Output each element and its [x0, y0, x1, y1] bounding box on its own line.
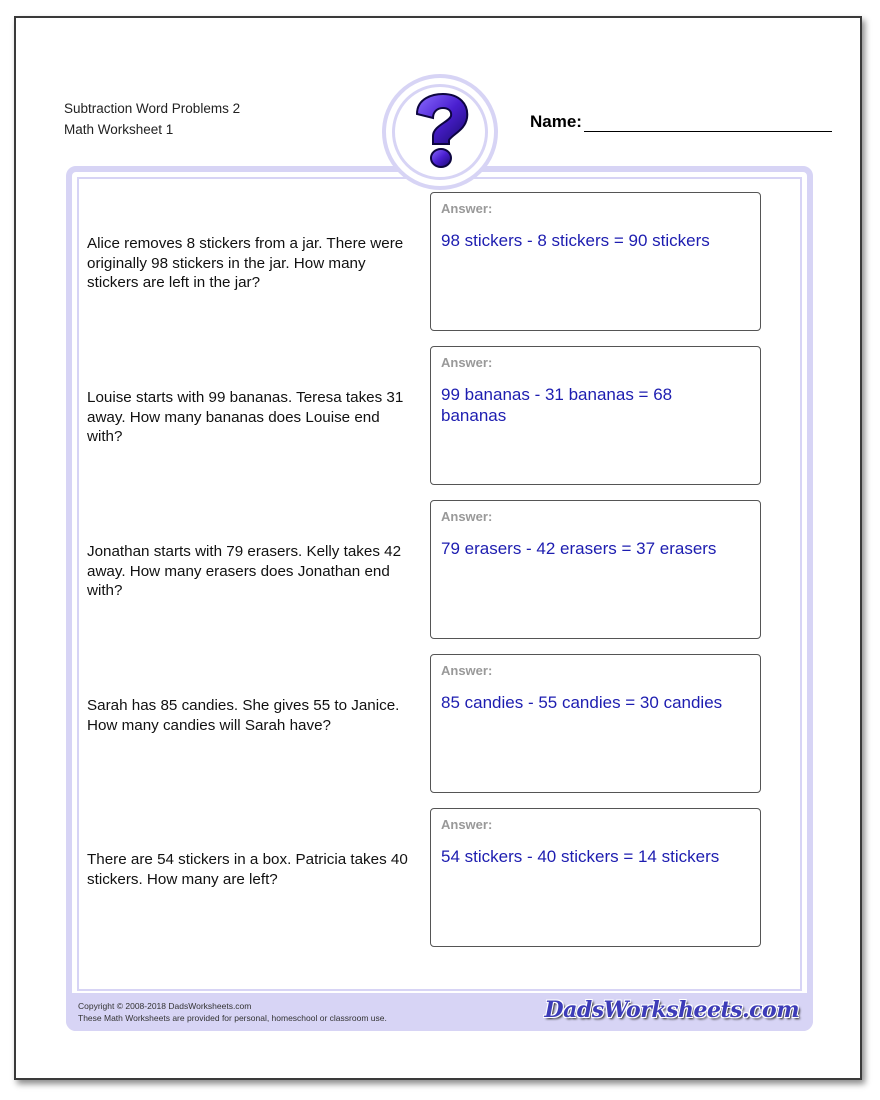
problem-5-text: There are 54 stickers in a box. Patricia takes 40 stickers. How many are left?	[87, 851, 408, 888]
worksheet-title	[64, 98, 240, 140]
answer-box-3[interactable]	[430, 500, 761, 639]
answer-label: Answer:	[441, 817, 493, 832]
problem-4-text: Sarah has 85 candies. She gives 55 to Janice. How many candies will Sarah have?	[87, 697, 400, 734]
answer-text-5: 54 stickers - 40 stickers = 14 stickers	[441, 847, 720, 866]
usage-notice: These Math Worksheets are provided for personal, homeschool or classroom use.	[78, 1013, 387, 1023]
answer-label: Answer:	[441, 201, 493, 216]
answer-box-1[interactable]	[430, 192, 761, 331]
problem-1-text: Alice removes 8 stickers from a jar. There were originally 98 stickers in the jar. How many stickers are left in the jar?	[87, 235, 404, 291]
answer-text-4: 85 candies - 55 candies = 30 candies	[441, 693, 723, 712]
dadsworksheets-logo[interactable]: DadsWorksheets.com	[544, 997, 799, 1023]
copyright-line: Copyright © 2008-2018 DadsWorksheets.com	[78, 1001, 252, 1011]
answer-label: Answer:	[441, 663, 493, 678]
answer-box-4[interactable]	[430, 654, 761, 793]
problem-2-text: Louise starts with 99 bananas. Teresa takes 31 away. How many bananas does Louise end with?	[87, 389, 404, 445]
footer-bar	[66, 993, 813, 1031]
question-badge	[382, 74, 498, 190]
answer-label: Answer:	[441, 355, 493, 370]
answer-text-2: 99 bananas - 31 bananas = 68 bananas	[441, 385, 673, 425]
worksheet-page	[14, 16, 862, 1080]
title-line-2: Math Worksheet 1	[64, 122, 174, 137]
name-line	[584, 113, 832, 132]
problem-3-text: Jonathan starts with 79 erasers. Kelly takes 42 away. How many erasers does Jonathan end with?	[87, 543, 402, 599]
answer-box-2[interactable]	[430, 346, 761, 485]
question-mark-icon	[405, 92, 475, 172]
answer-text-3: 79 erasers - 42 erasers = 37 erasers	[441, 539, 717, 558]
copyright-text	[78, 1000, 387, 1024]
title-line-1: Subtraction Word Problems 2	[64, 101, 241, 116]
answer-box-5[interactable]	[430, 808, 761, 947]
name-field	[530, 112, 832, 132]
name-label: Name:	[530, 112, 582, 131]
answer-label: Answer:	[441, 509, 493, 524]
answer-text-1: 98 stickers - 8 stickers = 90 stickers	[441, 231, 710, 250]
